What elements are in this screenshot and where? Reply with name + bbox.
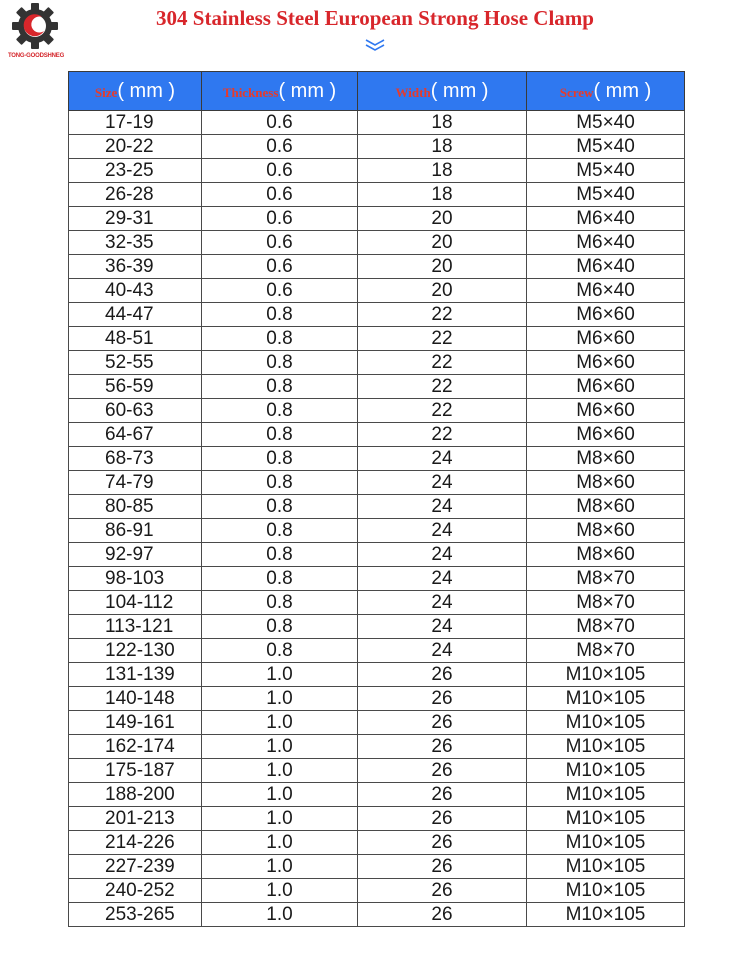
cell-screw: M8×70 xyxy=(527,567,685,591)
cell-size: 131-139 xyxy=(69,663,202,687)
cell-thickness: 0.6 xyxy=(202,231,358,255)
cell-width: 20 xyxy=(358,279,527,303)
cell-thickness: 1.0 xyxy=(202,879,358,903)
cell-screw: M5×40 xyxy=(527,135,685,159)
cell-size: 162-174 xyxy=(69,735,202,759)
cell-screw: M6×60 xyxy=(527,375,685,399)
table-row xyxy=(69,399,685,423)
table-row xyxy=(69,711,685,735)
cell-size: 253-265 xyxy=(69,903,202,927)
cell-screw: M10×105 xyxy=(527,903,685,927)
cell-thickness: 1.0 xyxy=(202,759,358,783)
cell-width: 26 xyxy=(358,783,527,807)
cell-thickness: 1.0 xyxy=(202,903,358,927)
cell-screw: M6×60 xyxy=(527,303,685,327)
cell-thickness: 1.0 xyxy=(202,831,358,855)
cell-thickness: 0.8 xyxy=(202,567,358,591)
cell-width: 26 xyxy=(358,759,527,783)
cell-thickness: 1.0 xyxy=(202,687,358,711)
cell-size: 113-121 xyxy=(69,615,202,639)
table-row xyxy=(69,615,685,639)
cell-thickness: 1.0 xyxy=(202,735,358,759)
cell-width: 24 xyxy=(358,495,527,519)
cell-thickness: 0.6 xyxy=(202,111,358,135)
header-size-label: Size xyxy=(94,84,118,100)
table-row xyxy=(69,423,685,447)
cell-thickness: 1.0 xyxy=(202,711,358,735)
cell-thickness: 0.6 xyxy=(202,279,358,303)
cell-width: 24 xyxy=(358,543,527,567)
table-row xyxy=(69,783,685,807)
cell-screw: M6×40 xyxy=(527,255,685,279)
table-row xyxy=(69,279,685,303)
table-row xyxy=(69,519,685,543)
cell-thickness: 0.6 xyxy=(202,135,358,159)
table-row xyxy=(69,735,685,759)
cell-size: 20-22 xyxy=(69,135,202,159)
table-row xyxy=(69,495,685,519)
cell-width: 24 xyxy=(358,567,527,591)
table-row xyxy=(69,183,685,207)
cell-size: 64-67 xyxy=(69,423,202,447)
cell-screw: M10×105 xyxy=(527,855,685,879)
cell-size: 227-239 xyxy=(69,855,202,879)
table-row xyxy=(69,207,685,231)
cell-width: 22 xyxy=(358,303,527,327)
cell-screw: M6×60 xyxy=(527,423,685,447)
header-width-label: Width xyxy=(395,84,431,100)
table-row xyxy=(69,903,685,927)
cell-width: 26 xyxy=(358,735,527,759)
header-width-unit: ( mm ) xyxy=(430,79,489,102)
cell-size: 26-28 xyxy=(69,183,202,207)
cell-thickness: 0.8 xyxy=(202,351,358,375)
cell-screw: M10×105 xyxy=(527,759,685,783)
cell-size: 44-47 xyxy=(69,303,202,327)
table-row xyxy=(69,687,685,711)
cell-size: 40-43 xyxy=(69,279,202,303)
cell-width: 18 xyxy=(358,159,527,183)
cell-size: 188-200 xyxy=(69,783,202,807)
cell-width: 20 xyxy=(358,207,527,231)
table-row xyxy=(69,567,685,591)
table-row xyxy=(69,159,685,183)
cell-screw: M10×105 xyxy=(527,711,685,735)
cell-size: 201-213 xyxy=(69,807,202,831)
cell-thickness: 0.8 xyxy=(202,615,358,639)
cell-size: 68-73 xyxy=(69,447,202,471)
header-thickness-label: Thickness xyxy=(222,84,279,100)
cell-width: 26 xyxy=(358,687,527,711)
cell-thickness: 0.8 xyxy=(202,519,358,543)
header-size-unit: ( mm ) xyxy=(117,79,176,102)
cell-screw: M8×60 xyxy=(527,543,685,567)
cell-size: 86-91 xyxy=(69,519,202,543)
cell-thickness: 1.0 xyxy=(202,783,358,807)
cell-width: 22 xyxy=(358,375,527,399)
header-screw-unit: ( mm ) xyxy=(593,79,652,102)
cell-size: 17-19 xyxy=(69,111,202,135)
cell-thickness: 0.8 xyxy=(202,591,358,615)
spec-table xyxy=(68,71,685,927)
cell-size: 98-103 xyxy=(69,567,202,591)
cell-width: 22 xyxy=(358,423,527,447)
cell-width: 24 xyxy=(358,519,527,543)
cell-screw: M5×40 xyxy=(527,183,685,207)
cell-thickness: 0.8 xyxy=(202,399,358,423)
cell-width: 26 xyxy=(358,903,527,927)
cell-width: 24 xyxy=(358,591,527,615)
cell-size: 32-35 xyxy=(69,231,202,255)
cell-width: 22 xyxy=(358,351,527,375)
table-row xyxy=(69,663,685,687)
header-row xyxy=(69,72,685,111)
cell-screw: M8×60 xyxy=(527,447,685,471)
cell-screw: M10×105 xyxy=(527,783,685,807)
cell-thickness: 0.8 xyxy=(202,639,358,663)
table-row xyxy=(69,639,685,663)
cell-screw: M5×40 xyxy=(527,111,685,135)
cell-screw: M8×60 xyxy=(527,471,685,495)
table-row xyxy=(69,375,685,399)
table-row xyxy=(69,255,685,279)
cell-width: 20 xyxy=(358,255,527,279)
table-row xyxy=(69,591,685,615)
cell-width: 18 xyxy=(358,135,527,159)
header-screw-label: Screw xyxy=(559,84,594,100)
cell-width: 22 xyxy=(358,399,527,423)
cell-screw: M6×40 xyxy=(527,279,685,303)
cell-thickness: 0.8 xyxy=(202,375,358,399)
cell-size: 214-226 xyxy=(69,831,202,855)
table-row xyxy=(69,831,685,855)
cell-size: 36-39 xyxy=(69,255,202,279)
table-row xyxy=(69,447,685,471)
cell-screw: M8×60 xyxy=(527,519,685,543)
cell-screw: M6×40 xyxy=(527,231,685,255)
cell-width: 26 xyxy=(358,663,527,687)
cell-size: 240-252 xyxy=(69,879,202,903)
cell-screw: M8×60 xyxy=(527,495,685,519)
cell-width: 24 xyxy=(358,471,527,495)
table-row xyxy=(69,879,685,903)
header-thickness-unit: ( mm ) xyxy=(278,79,337,102)
cell-width: 18 xyxy=(358,111,527,135)
page-title: 304 Stainless Steel European Strong Hose Clamp xyxy=(156,6,594,30)
cell-width: 22 xyxy=(358,327,527,351)
brand-name: TONG-GOODSHNEG xyxy=(7,53,65,59)
cell-thickness: 0.6 xyxy=(202,183,358,207)
cell-size: 52-55 xyxy=(69,351,202,375)
table-row xyxy=(69,807,685,831)
cell-thickness: 0.6 xyxy=(202,207,358,231)
cell-size: 175-187 xyxy=(69,759,202,783)
cell-width: 26 xyxy=(358,831,527,855)
cell-screw: M8×70 xyxy=(527,639,685,663)
cell-size: 140-148 xyxy=(69,687,202,711)
cell-screw: M6×60 xyxy=(527,327,685,351)
cell-screw: M6×60 xyxy=(527,351,685,375)
cell-thickness: 1.0 xyxy=(202,855,358,879)
cell-size: 92-97 xyxy=(69,543,202,567)
cell-width: 26 xyxy=(358,807,527,831)
table-body xyxy=(69,111,685,927)
cell-thickness: 0.8 xyxy=(202,495,358,519)
cell-size: 23-25 xyxy=(69,159,202,183)
cell-thickness: 0.6 xyxy=(202,255,358,279)
cell-width: 24 xyxy=(358,639,527,663)
cell-size: 122-130 xyxy=(69,639,202,663)
table-row xyxy=(69,759,685,783)
cell-thickness: 0.6 xyxy=(202,159,358,183)
cell-screw: M10×105 xyxy=(527,687,685,711)
table-row xyxy=(69,111,685,135)
cell-size: 149-161 xyxy=(69,711,202,735)
cell-width: 24 xyxy=(358,615,527,639)
cell-size: 48-51 xyxy=(69,327,202,351)
cell-screw: M8×70 xyxy=(527,615,685,639)
cell-thickness: 0.8 xyxy=(202,423,358,447)
cell-screw: M5×40 xyxy=(527,159,685,183)
header-size xyxy=(69,72,202,111)
cell-size: 80-85 xyxy=(69,495,202,519)
table-row xyxy=(69,351,685,375)
table-row xyxy=(69,303,685,327)
header-width xyxy=(358,72,527,111)
cell-screw: M10×105 xyxy=(527,807,685,831)
cell-thickness: 0.8 xyxy=(202,543,358,567)
table-row xyxy=(69,231,685,255)
cell-thickness: 0.8 xyxy=(202,471,358,495)
cell-width: 18 xyxy=(358,183,527,207)
cell-width: 24 xyxy=(358,447,527,471)
cell-screw: M10×105 xyxy=(527,735,685,759)
cell-size: 29-31 xyxy=(69,207,202,231)
cell-thickness: 0.8 xyxy=(202,447,358,471)
cell-screw: M6×40 xyxy=(527,207,685,231)
cell-thickness: 0.8 xyxy=(202,327,358,351)
cell-thickness: 1.0 xyxy=(202,807,358,831)
cell-width: 20 xyxy=(358,231,527,255)
chevron-down-icon xyxy=(364,38,386,52)
cell-width: 26 xyxy=(358,711,527,735)
cell-screw: M10×105 xyxy=(527,831,685,855)
table-row xyxy=(69,327,685,351)
cell-size: 56-59 xyxy=(69,375,202,399)
cell-screw: M10×105 xyxy=(527,879,685,903)
cell-thickness: 0.8 xyxy=(202,303,358,327)
table-row xyxy=(69,135,685,159)
cell-width: 26 xyxy=(358,879,527,903)
cell-screw: M6×60 xyxy=(527,399,685,423)
cell-screw: M10×105 xyxy=(527,663,685,687)
header-screw xyxy=(527,72,685,111)
cell-size: 60-63 xyxy=(69,399,202,423)
table-row xyxy=(69,471,685,495)
table-row xyxy=(69,855,685,879)
cell-screw: M8×70 xyxy=(527,591,685,615)
header-thickness xyxy=(202,72,358,111)
cell-size: 74-79 xyxy=(69,471,202,495)
cell-width: 26 xyxy=(358,855,527,879)
cell-thickness: 1.0 xyxy=(202,663,358,687)
table-row xyxy=(69,543,685,567)
cell-size: 104-112 xyxy=(69,591,202,615)
